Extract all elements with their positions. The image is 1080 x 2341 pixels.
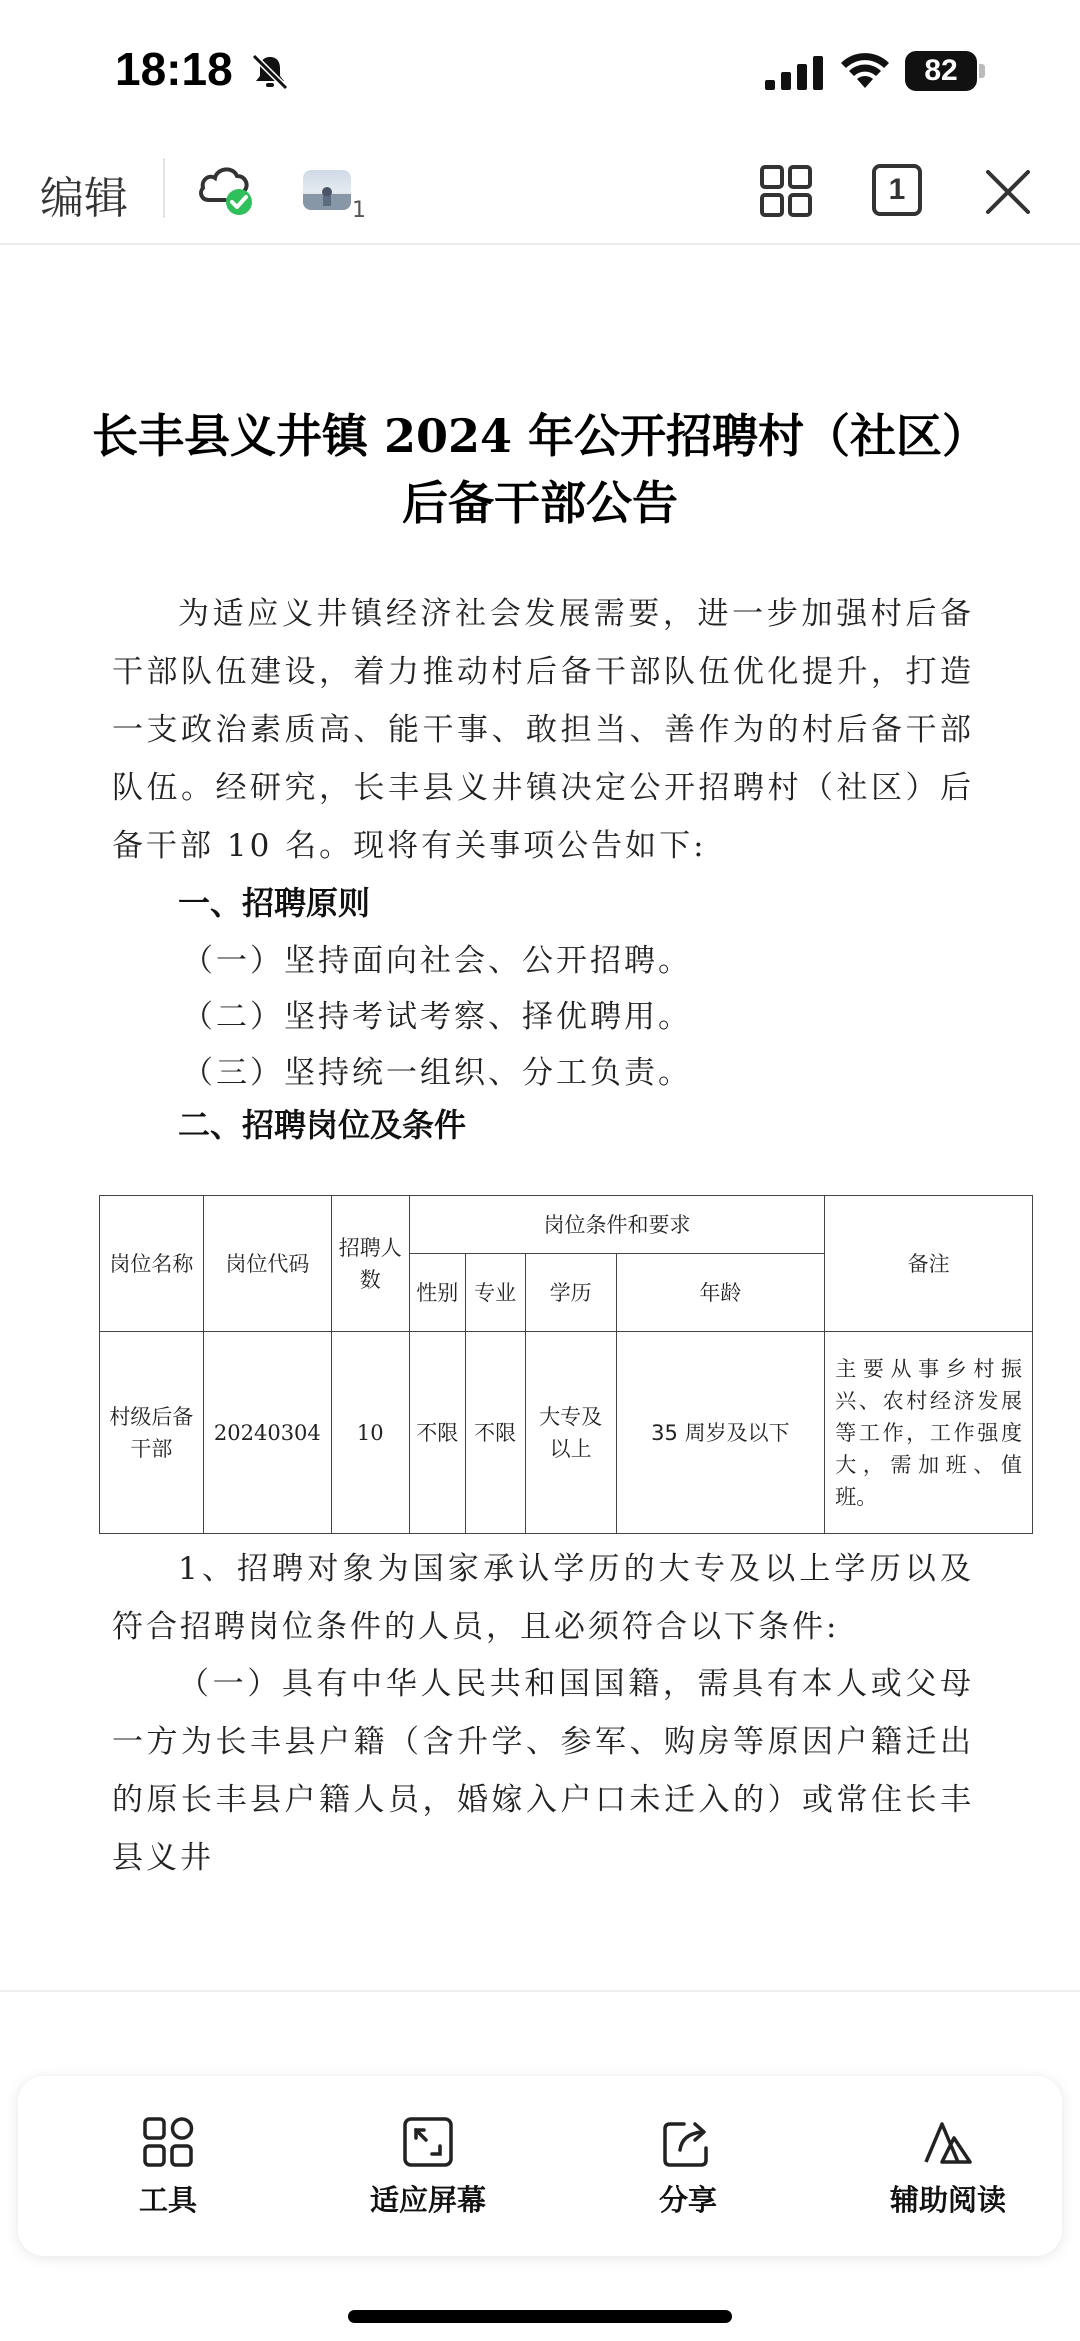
tools-button[interactable] <box>68 2116 268 2226</box>
wifi-icon <box>840 50 890 90</box>
cell-major: 不限 <box>465 1332 525 1534</box>
toolbar-divider <box>163 158 165 218</box>
bottom-action-bar <box>18 2076 1062 2256</box>
document-page <box>0 245 1080 1990</box>
share-label: 分享 <box>658 2183 717 2217</box>
close-icon[interactable] <box>984 168 1032 216</box>
tools-icon <box>142 2116 194 2168</box>
battery-cap <box>979 64 985 78</box>
status-time: 18:18 <box>115 43 233 95</box>
avatar[interactable] <box>303 170 351 210</box>
header-major: 专业 <box>465 1254 525 1332</box>
fit-screen-icon <box>402 2116 454 2168</box>
assisted-reading-button[interactable] <box>848 2116 1048 2226</box>
header-recruit-count: 招聘人数 <box>331 1196 409 1332</box>
assisted-reading-label: 辅助阅读 <box>889 2183 1006 2217</box>
condition-1-paragraph: （一）具有中华人民共和国国籍，需具有本人或父母一方为长丰县户籍（含升学、参军、购房等原因户籍迁出的原长丰县户籍人员，婚嫁入户口未迁入的）或常住长丰县义井 <box>112 1666 974 1876</box>
conditions-intro-paragraph: 1、招聘对象为国家承认学历的大专及以上学历以及符合招聘岗位条件的人员，且必须符合以下条件: <box>112 1551 974 1645</box>
edit-button[interactable]: 编辑 <box>40 173 128 224</box>
intro-paragraph: 为适应义井镇经济社会发展需要，进一步加强村后备干部队伍建设，着力推动村后备干部队伍优化提升，打造一支政治素质高、能干事、敢担当、善作为的村后备干部队伍。经研究，长丰县义井镇决定公开招聘村（社区）后备干部 10 名。现将有关事项公告如下: <box>112 596 974 864</box>
cell-age: 35 周岁及以下 <box>616 1332 825 1534</box>
share-icon <box>662 2116 714 2168</box>
cell-recruit-count: 10 <box>331 1332 409 1534</box>
principle-item: （一）坚持面向社会、公开招聘。 <box>182 943 692 979</box>
section-heading-positions: 二、招聘岗位及条件 <box>178 1106 467 1144</box>
document-title-line2: 后备干部公告 <box>402 476 678 530</box>
page-counter-button[interactable]: 1 <box>872 164 922 216</box>
page-divider <box>0 1990 1080 1992</box>
battery-indicator <box>905 51 985 91</box>
battery-level: 82 <box>905 51 977 91</box>
header-remarks: 备注 <box>825 1196 1033 1332</box>
header-position-code: 岗位代码 <box>203 1196 331 1332</box>
header-education: 学历 <box>525 1254 616 1332</box>
tools-label: 工具 <box>138 2183 197 2217</box>
cell-position-name: 村级后备干部 <box>100 1332 204 1534</box>
header-position-name: 岗位名称 <box>100 1196 204 1332</box>
principle-item: （二）坚持考试考察、择优聘用。 <box>182 999 692 1035</box>
bell-off-icon <box>250 52 290 92</box>
document-toolbar <box>0 140 1080 245</box>
positions-table <box>99 1195 1033 1534</box>
status-bar <box>0 0 1080 140</box>
cell-remarks: 主要从事乡村振兴、农村经济发展等工作，工作强度大，需加班、值班。 <box>825 1332 1033 1534</box>
assisted-reading-icon <box>922 2116 974 2168</box>
cell-gender: 不限 <box>409 1332 465 1534</box>
collaborator-count: 1 <box>352 198 366 223</box>
document-title-line1: 长丰县义井镇 2024 年公开招聘村（社区） <box>91 409 989 463</box>
share-button[interactable] <box>588 2116 788 2226</box>
cell-education: 大专及以上 <box>525 1332 616 1534</box>
section-heading-principles: 一、招聘原则 <box>178 884 371 922</box>
table-row <box>100 1332 1033 1534</box>
cloud-synced-icon[interactable] <box>195 160 257 218</box>
cell-position-code: 20240304 <box>203 1332 331 1534</box>
fit-screen-label: 适应屏幕 <box>369 2183 486 2217</box>
fit-screen-button[interactable] <box>328 2116 528 2226</box>
principle-item: （三）坚持统一组织、分工负责。 <box>182 1055 692 1091</box>
avatar-image-icon <box>303 170 351 210</box>
grid-view-icon[interactable] <box>760 165 812 217</box>
header-age: 年龄 <box>616 1254 825 1332</box>
header-gender: 性别 <box>409 1254 465 1332</box>
header-requirements: 岗位条件和要求 <box>409 1196 824 1254</box>
home-indicator[interactable] <box>348 2310 732 2323</box>
cellular-signal-icon <box>765 56 823 90</box>
